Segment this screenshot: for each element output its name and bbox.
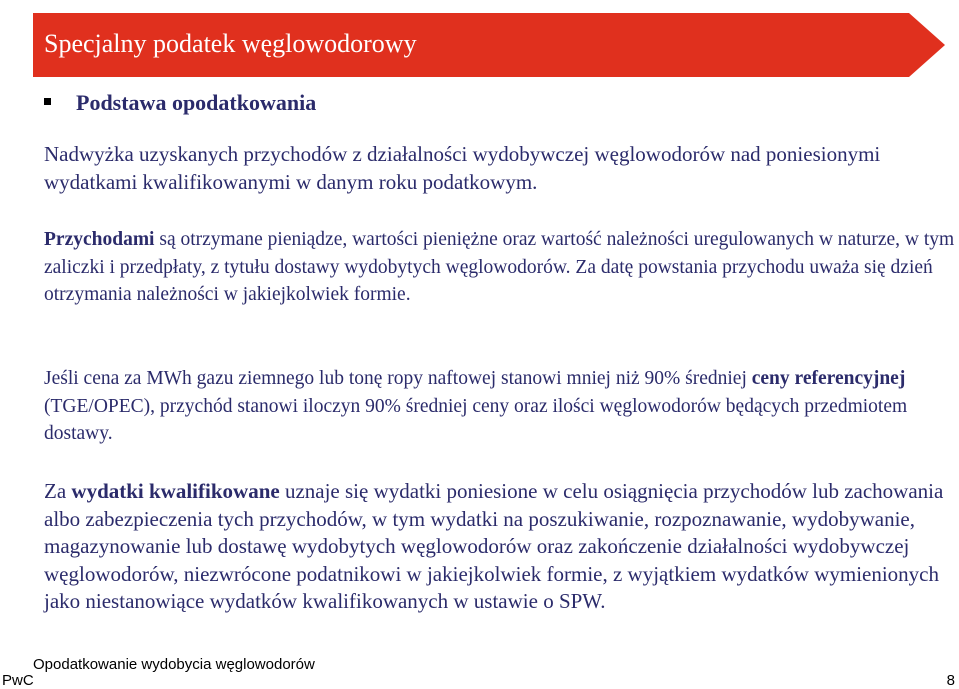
- square-bullet-icon: [44, 98, 51, 105]
- paragraph-qualified-expenses: [44, 478, 956, 616]
- paragraph-tax-base: Nadwyżka uzyskanych przychodów z działalności wydobywczej węglowodorów nad poniesionymi wydatkami kwalifikowanymi w danym roku podatkowym.: [44, 142, 881, 194]
- section-heading: Podstawa opodatkowania: [76, 90, 317, 115]
- paragraph-reference-price: [44, 365, 956, 448]
- reference-price-text-end: (TGE/OPEC), przychód stanowi iloczyn 90% średniej ceny oraz ilości węglowodorów będących przedmiotem dostawy.: [44, 395, 908, 444]
- slide-title: Specjalny podatek węglowodorowy: [44, 29, 417, 58]
- page-number: 8: [946, 672, 955, 689]
- reference-price-text-start: Jeśli cena za MWh gazu ziemnego lub tonę ropy naftowej stanowi mniej niż 90% średniej: [44, 368, 752, 389]
- term-revenue: Przychodami: [44, 229, 155, 250]
- paragraph-revenue-definition: [44, 226, 956, 309]
- footer-presentation-title: Opodatkowanie wydobycia węglowodorów: [33, 656, 315, 673]
- term-qualified-expenses: wydatki kwalifikowane: [71, 479, 280, 503]
- footer-brand: PwC: [2, 672, 34, 689]
- qualified-expenses-text-end: uznaje się wydatki poniesione w celu osiągnięcia przychodów lub zachowania albo zabezpieczenia tych przychodów, w tym wydatki na poszukiwanie, rozpoznawanie, wydobywanie, magazynowanie lub dostawę wydobytych węglowodorów oraz zakończenie działalności wydobywczej węglowodorów, niezwrócone podatnikowi w jakiejkolwiek formie, z wyjątkiem wydatków wymienionych jako niestanowiące wydatków kwalifikowanych w ustawie o SPW.: [44, 479, 944, 613]
- qualified-expenses-text-start: Za: [44, 479, 72, 503]
- revenue-definition-text: są otrzymane pieniądze, wartości pieniężne oraz wartość należności uregulowanych w naturze, w tym zaliczki i przedpłaty, z tytułu dostawy wydobytych węglowodorów. Za datę powstania przychodu uważa się dzień otrzymania należności w jakiejkolwiek formie.: [44, 229, 955, 305]
- term-reference-price: ceny referencyjnej: [751, 368, 906, 389]
